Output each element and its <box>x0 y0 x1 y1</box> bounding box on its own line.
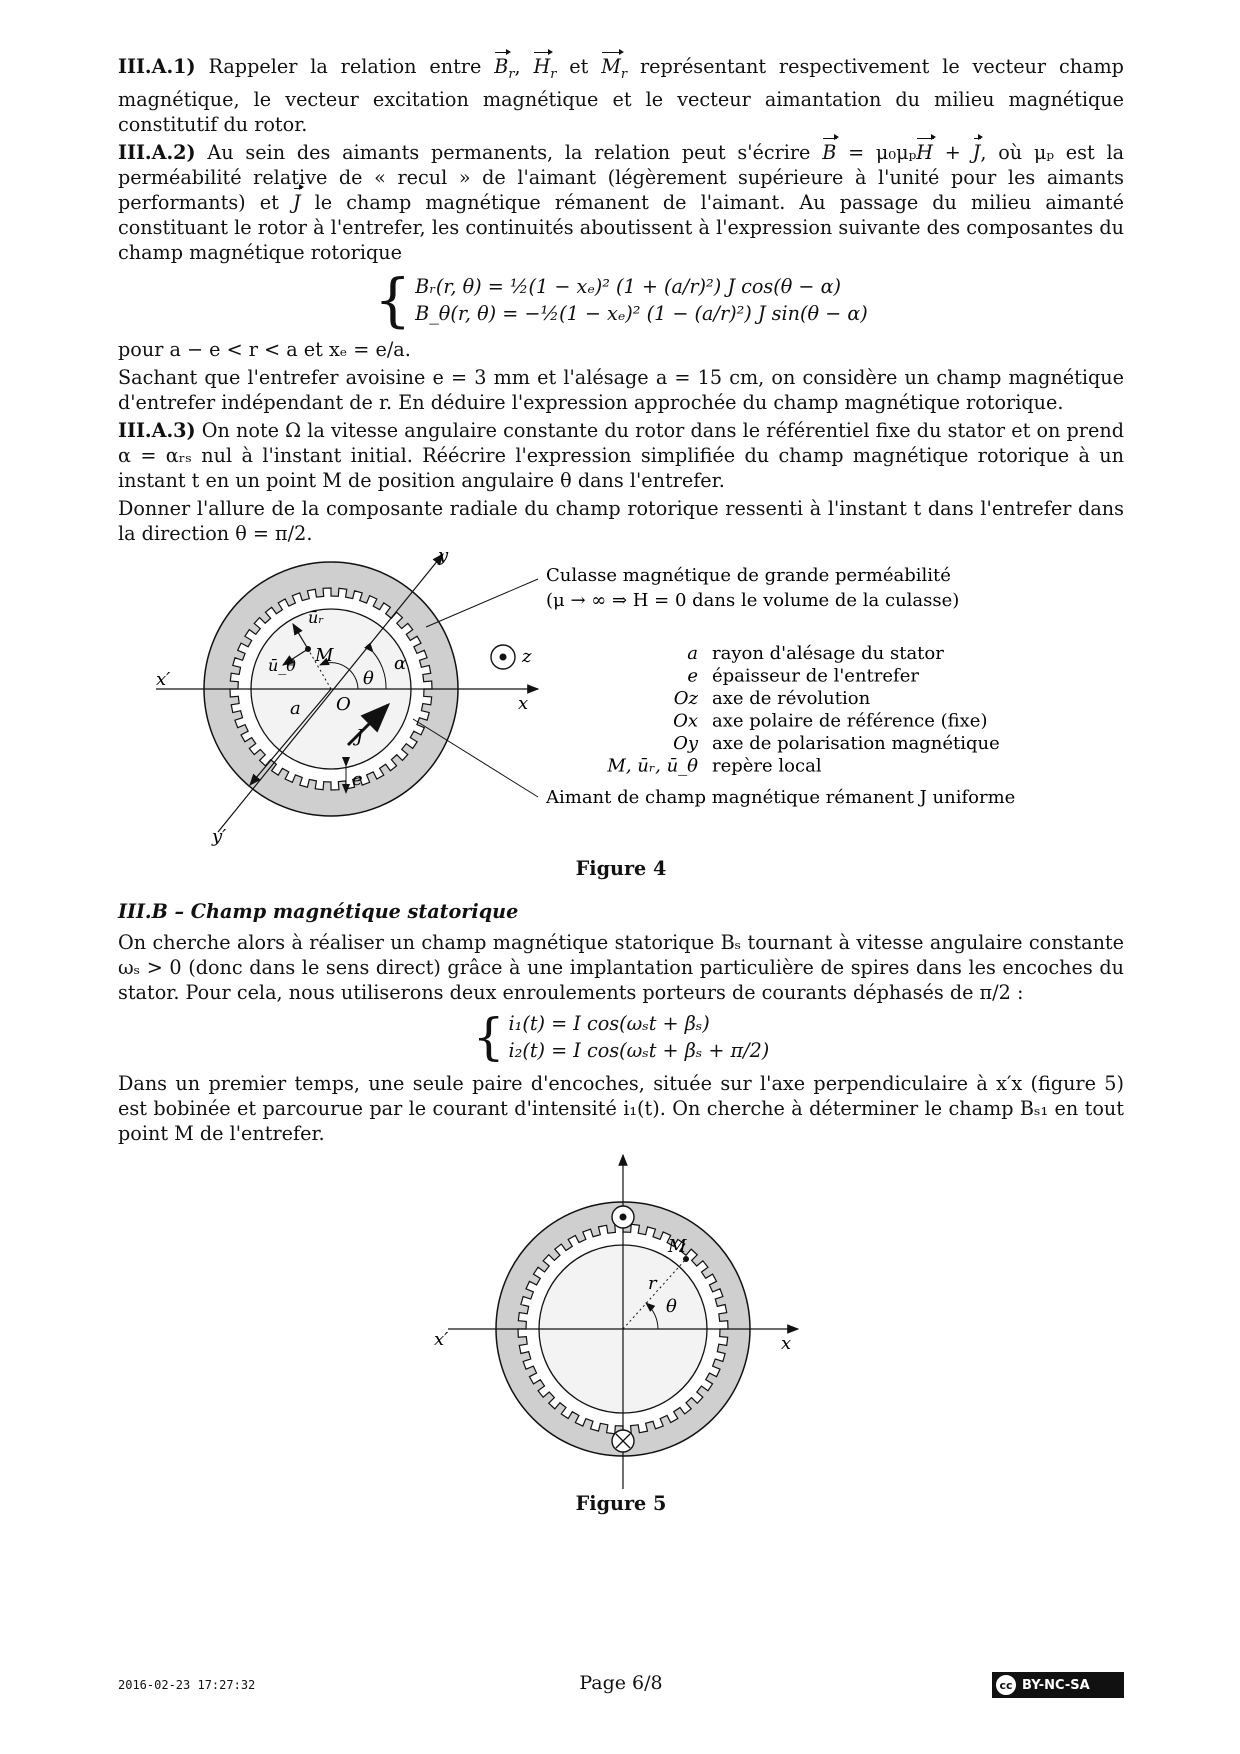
question-label: III.A.3) <box>118 418 196 442</box>
equation-rotor-field: { Bᵣ(r, θ) = ½(1 − xₑ)² (1 + (a/r)²) J cos(θ − α) B_θ(r, θ) = −½(1 − xₑ)² (1 − (a/r)²) J sin(θ − α) <box>374 265 868 334</box>
legend-symbol: Ox <box>673 710 698 732</box>
svg-text:y: y <box>438 548 449 566</box>
culasse-label: Culasse magnétique de grande perméabilité <box>546 564 951 586</box>
equation-i2: i₂(t) = I cos(ωₛt + βₛ + π/2) <box>508 1038 770 1062</box>
legend-symbol: Oy <box>673 732 698 754</box>
section-III-B-text: On cherche alors à réaliser un champ magnétique statorique Bₛ tournant à vitesse angulaire constante ωₛ > 0 (donc dans le sens direct) grâce à une implantation particulière de spires dans les encoches du stator. Pour cela, nous utiliserons deux enroulements porteurs de courants déphasés de π/2 : <box>118 930 1124 1004</box>
question-III-A-1: III.A.1) Rappeler la relation entre $B_r$, $H_r$ et $M_r$ représentant respectivement le vecteur champ magnétique, le vecteur excitation magnétique et le vecteur aimantation du milieu magnétique constitutif du rotor. <box>118 55 1124 136</box>
figure-5-caption: Figure 5 <box>575 1491 667 1515</box>
svg-text:x: x <box>781 1332 792 1354</box>
svg-text:y′: y′ <box>212 825 227 847</box>
svg-text:θ: θ <box>363 667 374 689</box>
svg-text:r: r <box>648 1272 657 1294</box>
figure-5 <box>118 1149 1124 1489</box>
svg-text:e: e <box>352 768 363 790</box>
culasse-sublabel: (μ → ∞ ⇒ H = 0 dans le volume de la culasse) <box>546 589 960 611</box>
legend-description: rayon d'alésage du stator <box>712 642 944 664</box>
svg-text:z: z <box>522 645 532 667</box>
svg-text:x′: x′ <box>434 1328 449 1350</box>
equation-condition: pour a − e < r < a et xₑ = e/a. <box>118 337 411 361</box>
aimant-label: Aimant de champ magnétique rémanent J uniforme <box>546 786 1016 808</box>
svg-text:ūᵣ: ūᵣ <box>308 607 324 627</box>
question-label: III.A.1) <box>118 55 196 78</box>
legend-symbol: e <box>687 665 698 687</box>
page-number: Page 6/8 <box>579 1672 663 1694</box>
equation-Btheta: B_θ(r, θ) = −½(1 − xₑ)² (1 − (a/r)²) J sin(θ − α) <box>415 301 868 325</box>
svg-text:O: O <box>336 693 351 715</box>
equation-currents: { i₁(t) = I cos(ωₛt + βₛ) i₂(t) = I cos(ωₛt + βₛ + π/2) <box>472 1007 770 1066</box>
svg-text:a: a <box>290 697 301 719</box>
svg-text:θ: θ <box>666 1295 677 1317</box>
question-III-A-3-text: Donner l'allure de la composante radiale du champ rotorique ressenti à l'instant t dans l'entrefer dans la direction θ = π/2. <box>118 496 1124 545</box>
svg-text:M: M <box>668 1235 687 1257</box>
svg-text:M: M <box>315 644 334 666</box>
legend-description: repère local <box>712 755 822 777</box>
question-III-A-3: III.A.3) On note Ω la vitesse angulaire constante du rotor dans le référentiel fixe du stator et on prend α = αᵣₛ nul à l'instant initial. Réécrire l'expression simplifiée du champ magnétique rotorique à un instant t en un point M de position angulaire θ dans l'entrefer. <box>118 418 1124 492</box>
question-III-A-2: III.A.2) Au sein des aimants permanents, la relation peut s'écrire B = μ₀μₚH + J, où μₚ est la perméabilité relative de « recul » de l'aimant (légèrement supérieure à l'unité pour les aimants performants) et J le champ magnétique rémanent de l'aimant. Au passage du milieu aimanté constituant le rotor à l'entrefer, les continuités aboutissent à l'expression suivante des composantes du champ magnétique rotorique <box>118 140 1125 264</box>
svg-text:x: x <box>518 692 529 714</box>
page-content <box>118 54 1124 1534</box>
question-III-A-2-text: Sachant que l'entrefer avoisine e = 3 mm et l'alésage a = 15 cm, on considère un champ magnétique d'entrefer indépendant de r. En déduire l'expression approchée du champ magnétique rotorique. <box>118 365 1124 414</box>
cc-icon: cc <box>995 1674 1017 1696</box>
section-III-B-text-2: Dans un premier temps, une seule paire d'encoches, située sur l'axe perpendiculaire à x′x (figure 5) est bobinée et parcourue par le courant d'intensité i₁(t). On cherche à déterminer le champ Bₛ₁ en tout point M de l'entrefer. <box>118 1071 1124 1145</box>
legend-symbol: M, ūᵣ, ū_θ <box>607 755 698 777</box>
section-III-B-title: III.B – Champ magnétique statorique <box>118 899 519 923</box>
svg-text:α: α <box>394 652 407 674</box>
question-label: III.A.2) <box>118 140 196 164</box>
svg-text:x′: x′ <box>156 668 171 690</box>
equation-Br: Bᵣ(r, θ) = ½(1 − xₑ)² (1 + (a/r)²) J cos(θ − α) <box>415 274 842 298</box>
figure-4 <box>118 549 1124 854</box>
legend-description: axe polaire de référence (fixe) <box>712 710 988 732</box>
legend-symbol: Oz <box>673 687 698 709</box>
svg-text:J: J <box>356 725 364 747</box>
page-footer <box>118 1672 1124 1702</box>
equation-i1: i₁(t) = I cos(ωₛt + βₛ) <box>508 1011 710 1035</box>
license-badge: cc BY-NC-SA <box>992 1672 1124 1698</box>
legend-description: axe de polarisation magnétique <box>712 732 1000 754</box>
timestamp: 2016-02-23 17:27:32 <box>118 1678 256 1692</box>
svg-text:ū_θ: ū_θ <box>268 655 296 675</box>
legend-symbol: a <box>687 642 698 664</box>
legend-description: épaisseur de l'entrefer <box>712 665 919 687</box>
figure-4-caption: Figure 4 <box>575 856 667 880</box>
figure-4-legend <box>606 643 999 777</box>
legend-description: axe de révolution <box>712 687 871 709</box>
